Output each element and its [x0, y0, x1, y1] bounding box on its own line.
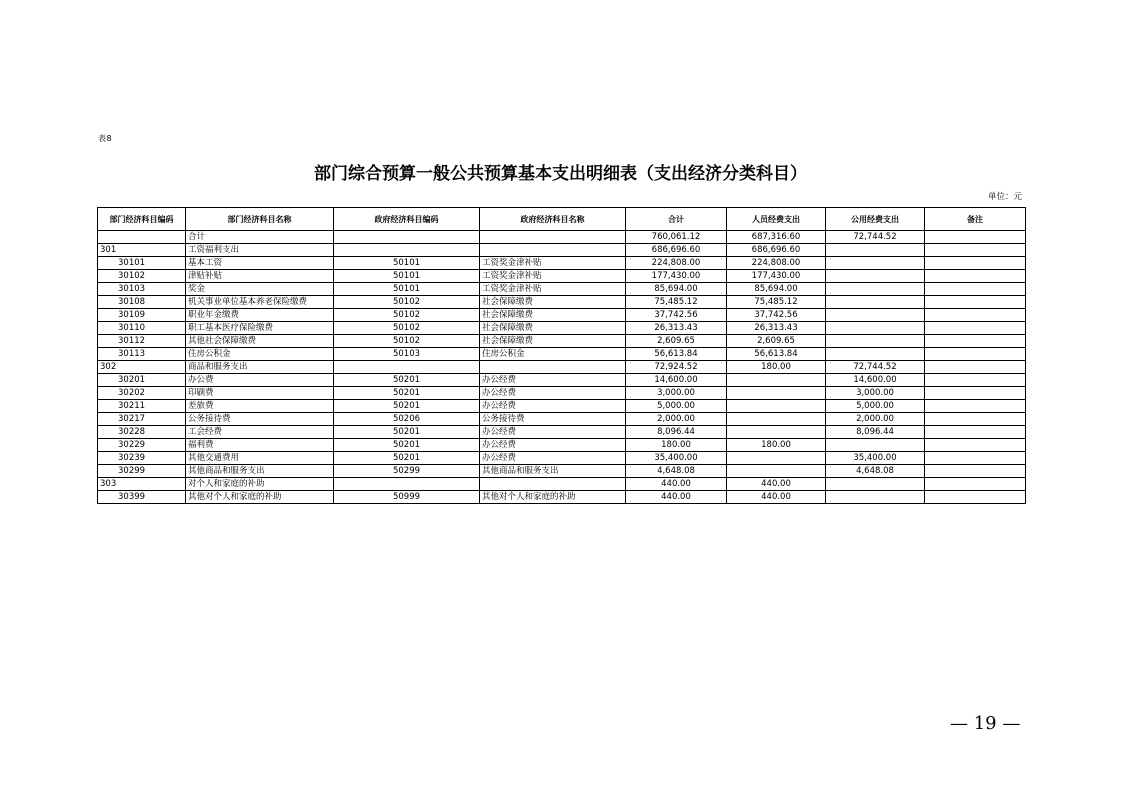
- cell-total: 440.00: [626, 478, 727, 491]
- cell-gov-name: 其他商品和服务支出: [480, 465, 626, 478]
- cell-gov-name: 办公经费: [480, 426, 626, 439]
- cell-remark: [925, 322, 1026, 335]
- cell-gov-name: 工资奖金津补贴: [480, 257, 626, 270]
- cell-dept-code: 30113: [98, 348, 186, 361]
- column-header-public: 公用经费支出: [826, 208, 925, 231]
- cell-remark: [925, 231, 1026, 244]
- cell-gov-name: 工资奖金津补贴: [480, 270, 626, 283]
- table-row: [98, 439, 1026, 452]
- cell-personnel: 75,485.12: [727, 296, 826, 309]
- cell-public: 4,648.08: [826, 465, 925, 478]
- table-row: [98, 452, 1026, 465]
- table-header-row: [98, 208, 1026, 231]
- cell-gov-name: 办公经费: [480, 374, 626, 387]
- cell-dept-code: 30299: [98, 465, 186, 478]
- cell-total: 3,000.00: [626, 387, 727, 400]
- cell-personnel: [727, 374, 826, 387]
- cell-dept-name: 津贴补贴: [186, 270, 334, 283]
- cell-dept-name: 住房公积金: [186, 348, 334, 361]
- cell-remark: [925, 426, 1026, 439]
- cell-gov-name: 社会保障缴费: [480, 322, 626, 335]
- cell-dept-name: 印刷费: [186, 387, 334, 400]
- cell-dept-code: 302: [98, 361, 186, 374]
- cell-remark: [925, 244, 1026, 257]
- cell-dept-name: 其他社会保障缴费: [186, 335, 334, 348]
- cell-dept-code: 301: [98, 244, 186, 257]
- table-row: [98, 400, 1026, 413]
- column-header-dept-name: 部门经济科目名称: [186, 208, 334, 231]
- cell-public: 3,000.00: [826, 387, 925, 400]
- cell-remark: [925, 452, 1026, 465]
- cell-personnel: 85,694.00: [727, 283, 826, 296]
- cell-personnel: 2,609.65: [727, 335, 826, 348]
- cell-total: 177,430.00: [626, 270, 727, 283]
- cell-dept-code: 303: [98, 478, 186, 491]
- cell-gov-code: 50101: [334, 283, 480, 296]
- table-row: [98, 322, 1026, 335]
- cell-dept-name: 办公费: [186, 374, 334, 387]
- cell-public: [826, 244, 925, 257]
- table-row: [98, 348, 1026, 361]
- cell-dept-name: 福利费: [186, 439, 334, 452]
- cell-public: [826, 257, 925, 270]
- cell-dept-name: 奖金: [186, 283, 334, 296]
- table-row: [98, 244, 1026, 257]
- cell-gov-code: 50999: [334, 491, 480, 504]
- cell-gov-code: [334, 478, 480, 491]
- cell-personnel: [727, 465, 826, 478]
- cell-personnel: 177,430.00: [727, 270, 826, 283]
- cell-gov-code: 50101: [334, 257, 480, 270]
- cell-dept-name: 职业年金缴费: [186, 309, 334, 322]
- table-row: [98, 465, 1026, 478]
- cell-personnel: 440.00: [727, 478, 826, 491]
- cell-dept-code: 30112: [98, 335, 186, 348]
- cell-gov-code: 50102: [334, 296, 480, 309]
- cell-gov-code: 50201: [334, 400, 480, 413]
- cell-dept-code: 30399: [98, 491, 186, 504]
- cell-dept-code: 30102: [98, 270, 186, 283]
- cell-gov-name: [480, 478, 626, 491]
- cell-gov-name: 办公经费: [480, 452, 626, 465]
- cell-personnel: 224,808.00: [727, 257, 826, 270]
- cell-dept-name: 职工基本医疗保险缴费: [186, 322, 334, 335]
- cell-public: [826, 335, 925, 348]
- cell-gov-name: 社会保障缴费: [480, 296, 626, 309]
- cell-dept-code: 30229: [98, 439, 186, 452]
- column-header-personnel: 人员经费支出: [727, 208, 826, 231]
- cell-dept-code: 30109: [98, 309, 186, 322]
- cell-remark: [925, 374, 1026, 387]
- cell-gov-code: 50102: [334, 335, 480, 348]
- cell-dept-code: 30108: [98, 296, 186, 309]
- table-row: [98, 387, 1026, 400]
- table-row: [98, 257, 1026, 270]
- budget-detail-table: [97, 207, 1026, 504]
- cell-total: 72,924.52: [626, 361, 727, 374]
- table-row: [98, 478, 1026, 491]
- cell-gov-code: 50201: [334, 374, 480, 387]
- column-header-total: 合计: [626, 208, 727, 231]
- cell-total: 5,000.00: [626, 400, 727, 413]
- cell-remark: [925, 335, 1026, 348]
- cell-public: 5,000.00: [826, 400, 925, 413]
- cell-gov-code: [334, 361, 480, 374]
- cell-dept-name: 对个人和家庭的补助: [186, 478, 334, 491]
- cell-gov-code: 50201: [334, 452, 480, 465]
- cell-dept-code: [98, 231, 186, 244]
- document-title: 部门综合预算一般公共预算基本支出明细表（支出经济分类科目）: [314, 164, 807, 184]
- cell-remark: [925, 491, 1026, 504]
- cell-dept-name: 工会经费: [186, 426, 334, 439]
- cell-remark: [925, 283, 1026, 296]
- cell-public: [826, 478, 925, 491]
- cell-dept-code: 30101: [98, 257, 186, 270]
- cell-dept-code: 30103: [98, 283, 186, 296]
- column-header-remark: 备注: [925, 208, 1026, 231]
- cell-dept-name: 其他商品和服务支出: [186, 465, 334, 478]
- table-row: [98, 283, 1026, 296]
- cell-gov-name: 住房公积金: [480, 348, 626, 361]
- cell-gov-name: [480, 231, 626, 244]
- cell-dept-code: 30110: [98, 322, 186, 335]
- cell-personnel: [727, 387, 826, 400]
- cell-dept-name: 商品和服务支出: [186, 361, 334, 374]
- cell-gov-code: 50102: [334, 322, 480, 335]
- cell-public: 14,600.00: [826, 374, 925, 387]
- cell-remark: [925, 296, 1026, 309]
- table-row: [98, 270, 1026, 283]
- cell-public: [826, 296, 925, 309]
- cell-total: 85,694.00: [626, 283, 727, 296]
- table-row: [98, 426, 1026, 439]
- column-header-dept-code: 部门经济科目编码: [98, 208, 186, 231]
- cell-gov-code: 50201: [334, 439, 480, 452]
- cell-dept-name: 基本工资: [186, 257, 334, 270]
- cell-public: [826, 270, 925, 283]
- cell-dept-name: 公务接待费: [186, 413, 334, 426]
- cell-personnel: 180.00: [727, 439, 826, 452]
- cell-personnel: [727, 400, 826, 413]
- cell-public: [826, 322, 925, 335]
- cell-remark: [925, 413, 1026, 426]
- cell-dept-name: 工资福利支出: [186, 244, 334, 257]
- cell-total: 14,600.00: [626, 374, 727, 387]
- cell-public: 35,400.00: [826, 452, 925, 465]
- column-header-gov-name: 政府经济科目名称: [480, 208, 626, 231]
- cell-public: [826, 439, 925, 452]
- cell-total: 37,742.56: [626, 309, 727, 322]
- cell-gov-code: 50101: [334, 270, 480, 283]
- table-row: [98, 374, 1026, 387]
- cell-public: 72,744.52: [826, 361, 925, 374]
- cell-remark: [925, 348, 1026, 361]
- cell-gov-code: 50299: [334, 465, 480, 478]
- cell-public: [826, 309, 925, 322]
- table-row: [98, 309, 1026, 322]
- cell-total: 180.00: [626, 439, 727, 452]
- cell-total: 4,648.08: [626, 465, 727, 478]
- cell-total: 686,696.60: [626, 244, 727, 257]
- cell-public: [826, 348, 925, 361]
- cell-gov-name: 办公经费: [480, 400, 626, 413]
- cell-gov-code: 50206: [334, 413, 480, 426]
- cell-remark: [925, 387, 1026, 400]
- cell-gov-name: 工资奖金津补贴: [480, 283, 626, 296]
- cell-gov-name: [480, 361, 626, 374]
- cell-gov-code: 50103: [334, 348, 480, 361]
- cell-remark: [925, 400, 1026, 413]
- cell-personnel: 440.00: [727, 491, 826, 504]
- cell-total: 224,808.00: [626, 257, 727, 270]
- cell-personnel: 686,696.60: [727, 244, 826, 257]
- cell-dept-code: 30202: [98, 387, 186, 400]
- cell-public: [826, 283, 925, 296]
- cell-gov-code: [334, 244, 480, 257]
- cell-gov-code: 50102: [334, 309, 480, 322]
- table-label: 表8: [98, 134, 113, 143]
- unit-note: 单位：元: [987, 192, 1022, 202]
- cell-public: 8,096.44: [826, 426, 925, 439]
- cell-personnel: 26,313.43: [727, 322, 826, 335]
- cell-dept-code: 30228: [98, 426, 186, 439]
- table-row: [98, 335, 1026, 348]
- page-number: — 19 —: [950, 713, 1021, 734]
- table-row: [98, 231, 1026, 244]
- cell-dept-code: 30211: [98, 400, 186, 413]
- cell-remark: [925, 465, 1026, 478]
- cell-total: 26,313.43: [626, 322, 727, 335]
- cell-personnel: 37,742.56: [727, 309, 826, 322]
- cell-personnel: [727, 413, 826, 426]
- cell-personnel: 56,613.84: [727, 348, 826, 361]
- cell-total: 56,613.84: [626, 348, 727, 361]
- cell-total: 2,609.65: [626, 335, 727, 348]
- cell-gov-name: 社会保障缴费: [480, 335, 626, 348]
- cell-dept-name: 其他交通费用: [186, 452, 334, 465]
- cell-remark: [925, 361, 1026, 374]
- table-row: [98, 413, 1026, 426]
- cell-public: 2,000.00: [826, 413, 925, 426]
- cell-dept-name: 其他对个人和家庭的补助: [186, 491, 334, 504]
- cell-dept-name: 差旅费: [186, 400, 334, 413]
- column-header-gov-code: 政府经济科目编码: [334, 208, 480, 231]
- cell-personnel: [727, 426, 826, 439]
- table-row: [98, 296, 1026, 309]
- cell-public: [826, 491, 925, 504]
- cell-dept-name: 机关事业单位基本养老保险缴费: [186, 296, 334, 309]
- cell-total: 760,061.12: [626, 231, 727, 244]
- cell-gov-name: 其他对个人和家庭的补助: [480, 491, 626, 504]
- cell-gov-code: 50201: [334, 426, 480, 439]
- cell-gov-code: [334, 231, 480, 244]
- cell-personnel: 180.00: [727, 361, 826, 374]
- table-body: [98, 231, 1026, 504]
- cell-gov-code: 50201: [334, 387, 480, 400]
- cell-remark: [925, 478, 1026, 491]
- cell-gov-name: [480, 244, 626, 257]
- cell-personnel: [727, 452, 826, 465]
- cell-total: 35,400.00: [626, 452, 727, 465]
- cell-personnel: 687,316.60: [727, 231, 826, 244]
- cell-gov-name: 办公经费: [480, 387, 626, 400]
- cell-dept-code: 30201: [98, 374, 186, 387]
- table-row: [98, 491, 1026, 504]
- cell-remark: [925, 439, 1026, 452]
- cell-remark: [925, 257, 1026, 270]
- cell-total: 75,485.12: [626, 296, 727, 309]
- cell-gov-name: 社会保障缴费: [480, 309, 626, 322]
- cell-gov-name: 公务接待费: [480, 413, 626, 426]
- cell-dept-code: 30239: [98, 452, 186, 465]
- cell-gov-name: 办公经费: [480, 439, 626, 452]
- cell-total: 2,000.00: [626, 413, 727, 426]
- cell-remark: [925, 270, 1026, 283]
- cell-remark: [925, 309, 1026, 322]
- cell-total: 440.00: [626, 491, 727, 504]
- cell-public: 72,744.52: [826, 231, 925, 244]
- table-row: [98, 361, 1026, 374]
- cell-dept-name: 合计: [186, 231, 334, 244]
- cell-dept-code: 30217: [98, 413, 186, 426]
- cell-total: 8,096.44: [626, 426, 727, 439]
